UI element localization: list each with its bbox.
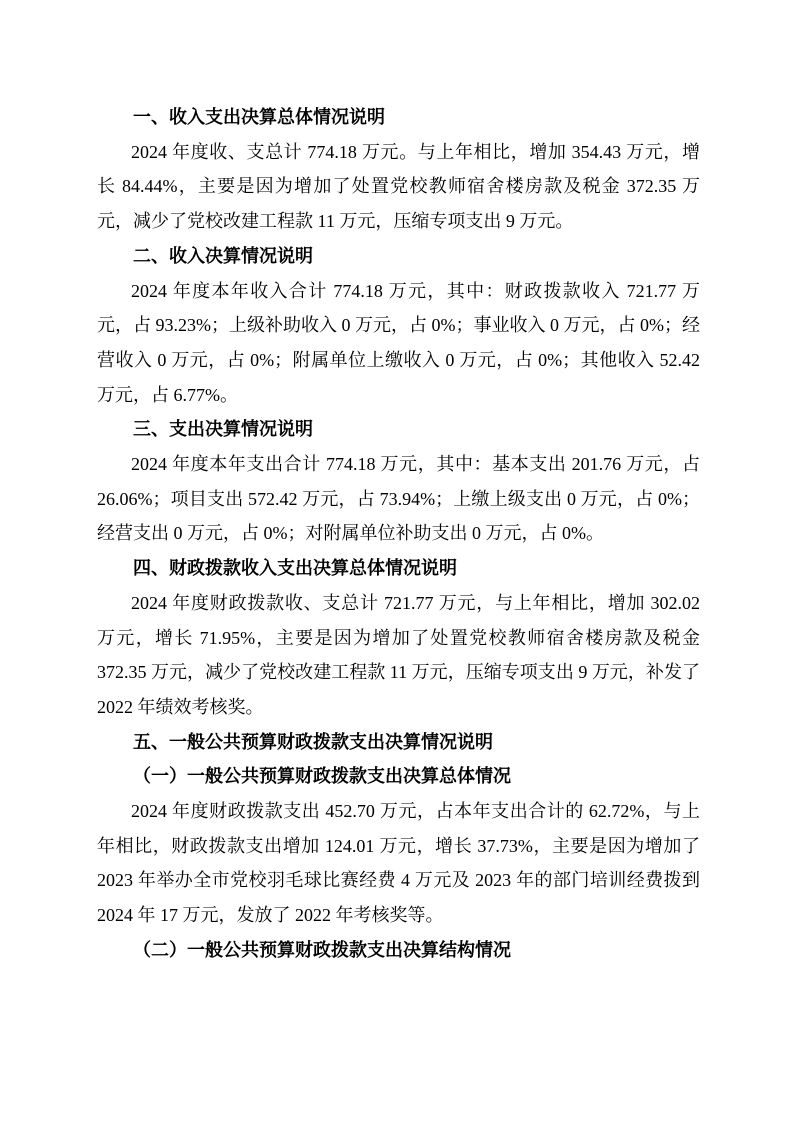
section-1-paragraph: 2024 年度收、支总计 774.18 万元。与上年相比，增加 354.43 万元，增长 84.44%，主要是因为增加了处置党校教师宿舍楼房款及税金 372.35 万元，减少了党校改建工程款 11 万元，压缩专项支出 9 万元。 (97, 141, 700, 232)
section-overall-budget-summary (97, 100, 700, 239)
section-general-public-budget-expense (97, 725, 700, 968)
section-2-heading: 二、收入决算情况说明 (133, 245, 313, 266)
section-expense-summary (97, 412, 700, 551)
section-fiscal-appropriation-summary (97, 551, 700, 725)
section-5-subsection-1-heading: （一）一般公共预算财政拨款支出决算总体情况 (133, 766, 511, 787)
section-5-heading: 五、一般公共预算财政拨款支出决算情况说明 (133, 731, 493, 752)
section-3-paragraph: 2024 年度本年支出合计 774.18 万元，其中：基本支出 201.76 万元，占 26.06%；项目支出 572.42 万元，占 73.94%；上缴上级支出 0 万元，占 0%；经营支出 0 万元，占 0%；对附属单位补助支出 0 万元，占 0%。 (97, 454, 700, 544)
section-5-subsection-2-heading: （二）一般公共预算财政拨款支出决算结构情况 (133, 939, 511, 960)
section-4-paragraph: 2024 年度财政拨款收、支总计 721.77 万元，与上年相比，增加 302.02 万元，增长 71.95%，主要是因为增加了处置党校教师宿舍楼房款及税金 372.35 万元，减少了党校改建工程款 11 万元，压缩专项支出 9 万元，补发了 2022 年绩效考核奖。 (97, 592, 700, 717)
section-2-paragraph: 2024 年度本年收入合计 774.18 万元，其中：财政拨款收入 721.77 万元，占 93.23%；上级补助收入 0 万元，占 0%；事业收入 0 万元，占 0%；经营收入 0 万元，占 0%；附属单位上缴收入 0 万元，占 0%；其他收入 52.42 万元，占 6.77%。 (97, 280, 700, 405)
section-income-summary (97, 239, 700, 413)
section-3-heading: 三、支出决算情况说明 (133, 419, 313, 440)
section-4-heading: 四、财政拨款收入支出决算总体情况说明 (133, 558, 457, 579)
section-1-heading: 一、收入支出决算总体情况说明 (133, 107, 385, 127)
section-5-subsection-1-paragraph: 2024 年度财政拨款支出 452.70 万元，占本年支出合计的 62.72%，与上年相比，财政拨款支出增加 124.01 万元，增长 37.73%，主要是因为增加了 2023 年举办全市党校羽毛球比赛经费 4 万元及 2023 年的部门培训经费拨到 2024 年 17 万元，发放了 2022 年考核奖等。 (97, 801, 700, 926)
